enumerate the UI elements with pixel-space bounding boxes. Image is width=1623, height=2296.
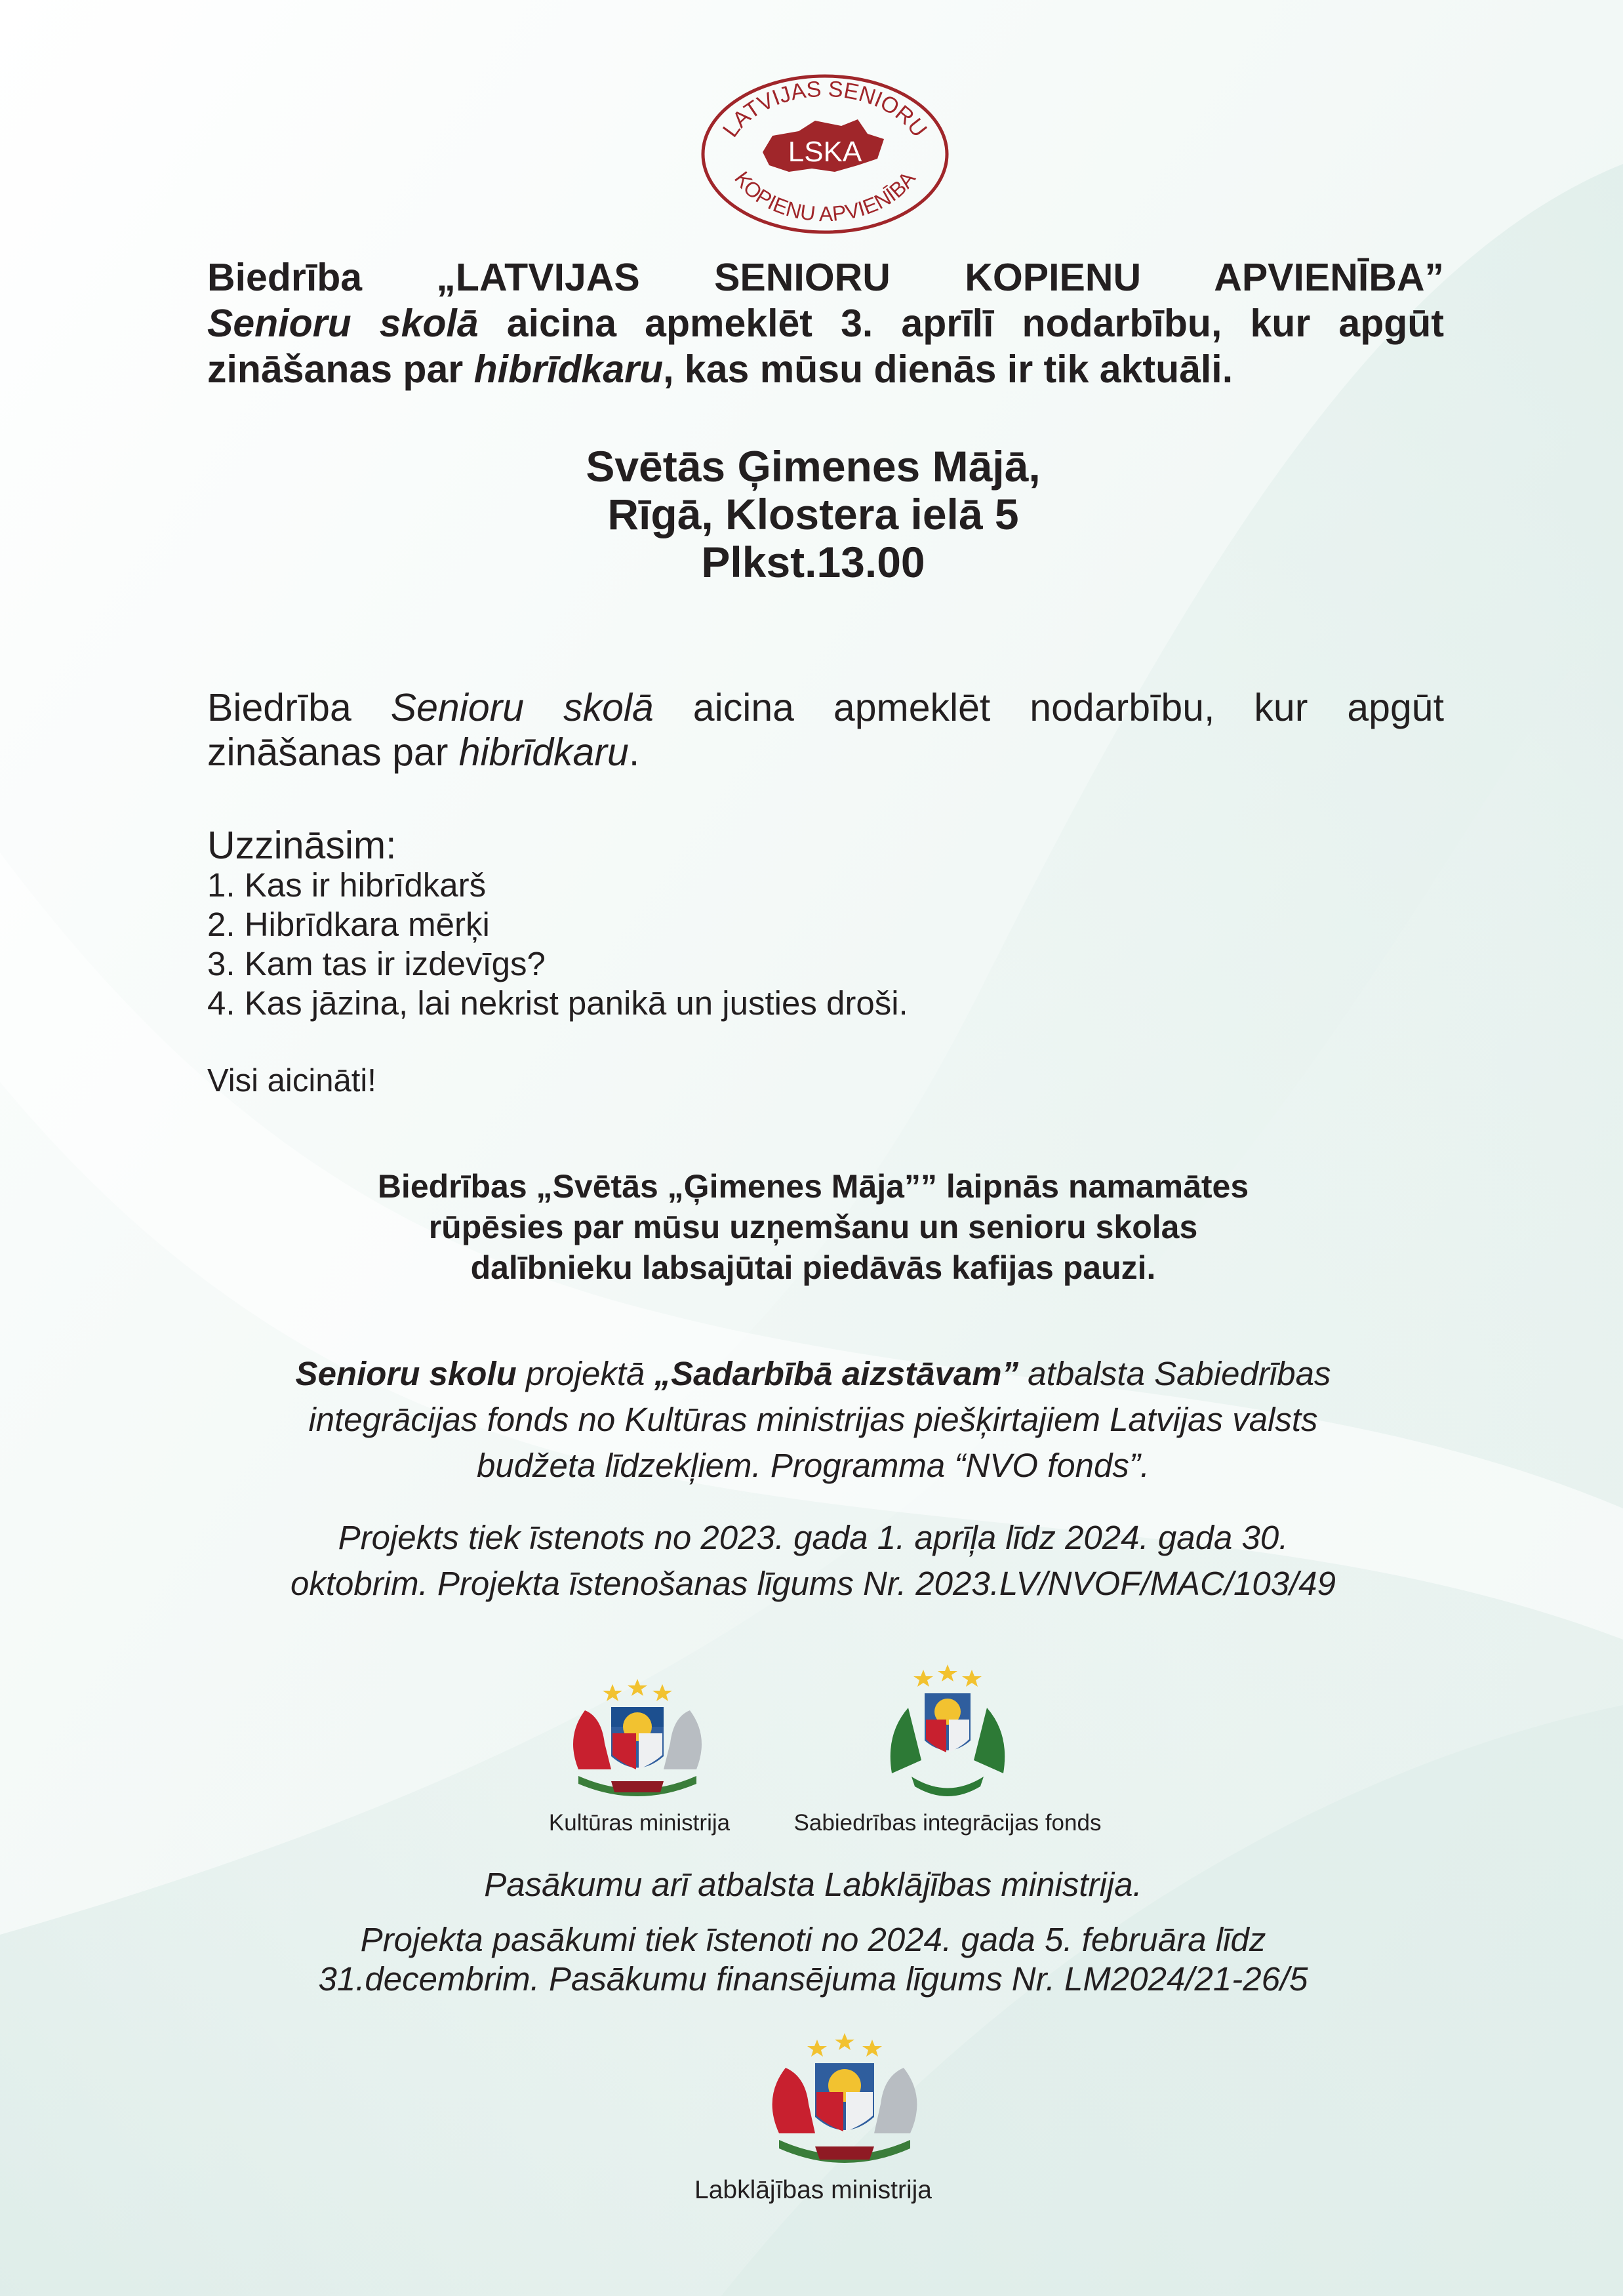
funding-line-2: integrācijas fonds no Kultūras ministrijas piešķirtajiem Latvijas valsts <box>308 1401 1318 1438</box>
sif-label: Sabiedrības integrācijas fonds <box>793 1810 1102 1836</box>
lm-period <box>197 1920 1430 1999</box>
venue-block <box>328 443 1298 586</box>
desc-hibridkaru: hibrīdkaru <box>458 731 629 774</box>
logo-monogram: LSKA <box>788 136 862 168</box>
intro-line-2-rest: aicina apmeklēt 3. aprīlī nodarbību, kur apgūt <box>478 302 1444 345</box>
intro-line-3 <box>207 346 1444 392</box>
lm-period-line-2: 31.decembrim. Pasākumu finansējuma līgums Nr. LM2024/21-26/5 <box>318 1960 1308 1998</box>
venue-time: Plkst.13.00 <box>701 538 925 586</box>
lm-label: Labklājības ministrija <box>694 2176 932 2204</box>
intro-line-3-a: zināšanas par <box>207 348 474 391</box>
lm-period-line-1: Projekta pasākumi tiek īstenoti no 2024. gada 5. februāra līdz <box>360 1921 1266 1958</box>
hosts-line-1: Biedrības „Svētās „Ģimenes Māja”” laipnās namamātes <box>377 1168 1249 1205</box>
funding-line-1 <box>197 1351 1430 1397</box>
topic-item: 3. Kam tas ir izdevīgs? <box>207 945 546 982</box>
desc-line-1-a: Biedrība <box>207 686 391 729</box>
intro-paragraph <box>207 254 1444 392</box>
logo-text-bottom: KOPIENU APVIENĪBA <box>730 167 920 226</box>
hosts-line-2: rūpēsies par mūsu uzņemšanu un senioru skolas <box>428 1209 1198 1245</box>
project-period <box>197 1515 1430 1607</box>
desc-line-2 <box>207 730 1444 775</box>
desc-line-2-a: zināšanas par <box>207 731 459 774</box>
logo-text-top: LATVIJAS SENIORU <box>717 76 932 142</box>
topic-item: 2. Hibrīdkara mērķi <box>207 906 490 943</box>
lska-logo <box>700 73 950 235</box>
funding-block <box>197 1351 1430 1489</box>
funding-project-name: „Sadarbībā aizstāvam” <box>654 1355 1019 1392</box>
desc-line-1 <box>207 685 1444 730</box>
desc-line-2-b: . <box>628 731 640 774</box>
period-line-1: Projekts tiek īstenots no 2023. gada 1. aprīļa līdz 2024. gada 30. <box>338 1519 1289 1556</box>
coat-of-arms-icon <box>539 1671 736 1809</box>
desc-senioru-skola: Senioru skolā <box>390 686 654 729</box>
funding-line-1-b: atbalsta Sabiedrības <box>1018 1355 1331 1392</box>
intro-hibridkaru: hibrīdkaru <box>473 348 664 391</box>
topic-item: 1. Kas ir hibrīdkarš <box>207 866 487 904</box>
intro-line-2 <box>207 300 1444 346</box>
venue-place: Svētās Ģimenes Mājā, <box>586 442 1041 491</box>
intro-senioru-skola: Senioru skolā <box>207 302 479 345</box>
lm-coat-of-arms-icon <box>733 2025 956 2177</box>
description-paragraph <box>207 685 1444 775</box>
period-line-2: oktobrim. Projekta īstenošanas līgums Nr. 2023.LV/NVOF/MAC/103/49 <box>291 1565 1336 1602</box>
venue-address: Rīgā, Klostera ielā 5 <box>607 490 1019 538</box>
lm-support: Pasākumu arī atbalsta Labklājības ministrija. <box>484 1866 1142 1903</box>
topic-item: 4. Kas jāzina, lai nekrist panikā un justies droši. <box>207 984 908 1022</box>
sif-emblem-icon <box>872 1662 1023 1806</box>
invite-all: Visi aicināti! <box>207 1063 376 1098</box>
intro-line-1: Biedrība „LATVIJAS SENIORU KOPIENU APVIENĪBA” <box>207 256 1444 299</box>
funding-line-1-a: projektā <box>516 1355 654 1392</box>
funding-senioru-skolu: Senioru skolu <box>295 1355 517 1392</box>
funding-line-3: budžeta līdzekļiem. Programma “NVO fonds”. <box>476 1447 1150 1484</box>
topics-list <box>207 866 908 1023</box>
learn-title: Uzzināsim: <box>207 824 397 867</box>
hosts-line-3: dalībnieku labsajūtai piedāvās kafijas pauzi. <box>470 1249 1156 1286</box>
km-label: Kultūras ministrija <box>548 1810 731 1836</box>
hosts-block <box>230 1166 1397 1288</box>
intro-line-3-b: , kas mūsu dienās ir tik aktuāli. <box>663 348 1233 391</box>
svg-text:KOPIENU APVIENĪBA <box>730 167 920 226</box>
desc-line-1-b: aicina apmeklēt nodarbību, kur apgūt <box>653 686 1444 729</box>
